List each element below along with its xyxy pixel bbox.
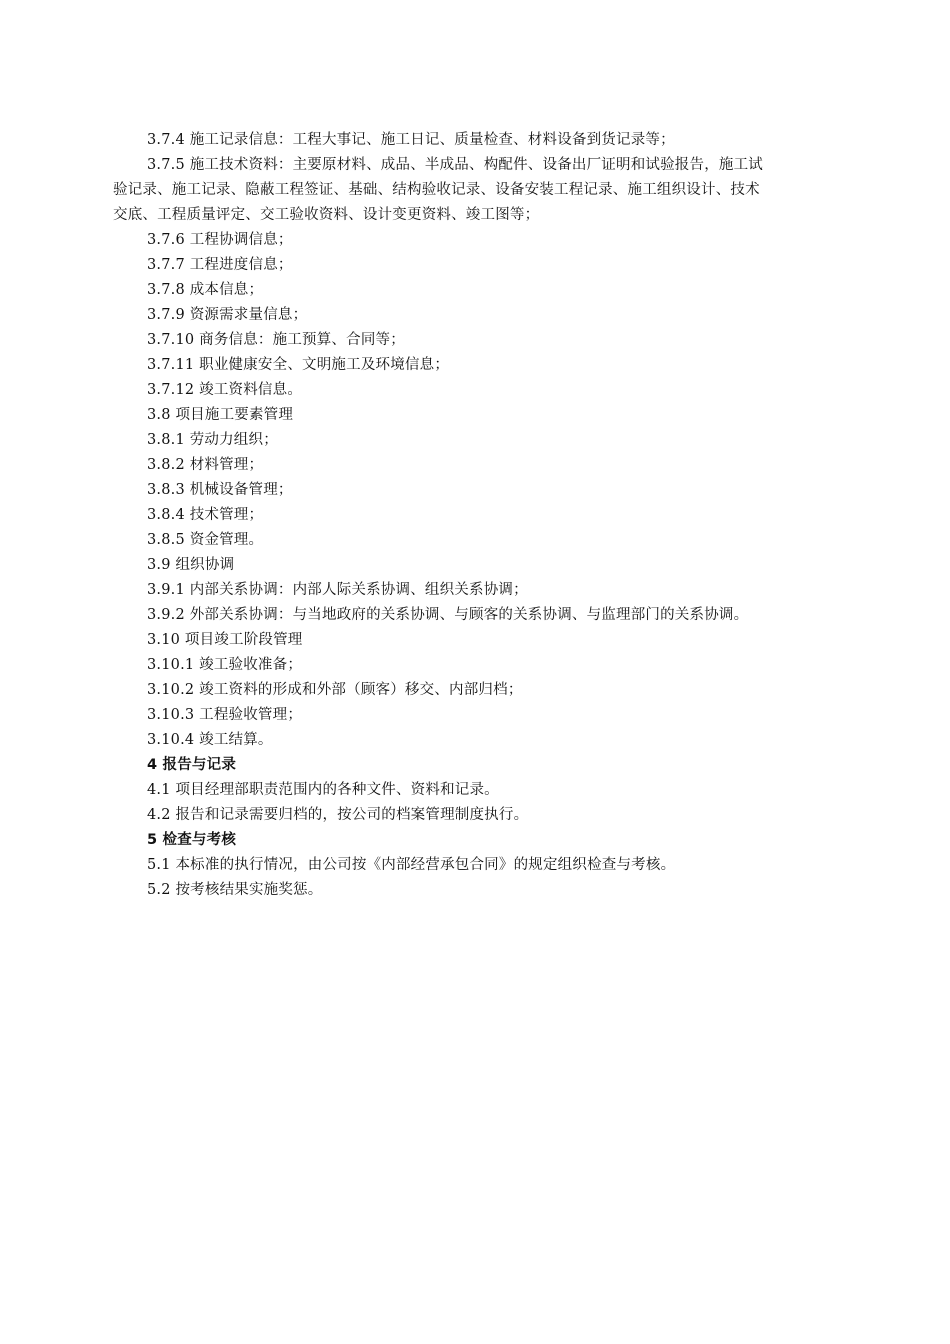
text-line: 交底、工程质量评定、交工验收资料、设计变更资料、竣工图等； <box>113 207 540 223</box>
text-line: 3.9 组织协调 <box>147 557 235 573</box>
text-line: 3.8.2 材料管理； <box>147 457 264 473</box>
text-line: 3.8.4 技术管理； <box>147 507 264 523</box>
text-line: 3.10.2 竣工资料的形成和外部（顾客）移交、内部归档； <box>147 682 523 698</box>
text-line: 3.10.3 工程验收管理； <box>147 707 303 723</box>
text-line: 5.1 本标准的执行情况，由公司按《内部经营承包合同》的规定组织检查与考核。 <box>147 857 676 873</box>
text-line: 3.7.9 资源需求量信息； <box>147 307 308 323</box>
document-body <box>113 128 861 903</box>
text-line: 3.8 项目施工要素管理 <box>147 407 294 423</box>
text-line: 3.7.10 商务信息：施工预算、合同等； <box>147 332 405 348</box>
text-line: 3.7.4 施工记录信息：工程大事记、施工日记、质量检查、材料设备到货记录等； <box>147 132 675 148</box>
text-line: 验记录、施工记录、隐蔽工程签证、基础、结构验收记录、设备安装工程记录、施工组织设计、技术 <box>113 182 760 198</box>
section-heading: 5 检查与考核 <box>147 832 237 848</box>
text-line: 3.7.12 竣工资料信息。 <box>147 382 303 398</box>
section-heading: 4 报告与记录 <box>147 757 237 773</box>
text-line: 5.2 按考核结果实施奖惩。 <box>147 882 323 898</box>
text-line: 3.9.1 内部关系协调：内部人际关系协调、组织关系协调； <box>147 582 528 598</box>
text-line: 3.7.11 职业健康安全、文明施工及环境信息； <box>147 357 450 373</box>
text-line: 3.7.8 成本信息； <box>147 282 264 298</box>
text-line: 3.10 项目竣工阶段管理 <box>147 632 303 648</box>
text-line: 3.10.4 竣工结算。 <box>147 732 273 748</box>
text-line: 3.8.1 劳动力组织； <box>147 432 278 448</box>
text-line: 3.9.2 外部关系协调：与当地政府的关系协调、与顾客的关系协调、与监理部门的关系协调。 <box>147 607 749 623</box>
text-line: 3.10.1 竣工验收准备； <box>147 657 303 673</box>
text-line: 3.7.7 工程进度信息； <box>147 257 293 273</box>
text-line: 4.1 项目经理部职责范围内的各种文件、资料和记录。 <box>147 782 499 798</box>
text-line: 3.7.6 工程协调信息； <box>147 232 293 248</box>
text-line: 3.7.5 施工技术资料：主要原材料、成品、半成品、构配件、设备出厂证明和试验报告，施工试 <box>147 157 763 173</box>
text-line: 4.2 报告和记录需要归档的，按公司的档案管理制度执行。 <box>147 807 529 823</box>
text-line: 3.8.3 机械设备管理； <box>147 482 293 498</box>
text-line: 3.8.5 资金管理。 <box>147 532 264 548</box>
